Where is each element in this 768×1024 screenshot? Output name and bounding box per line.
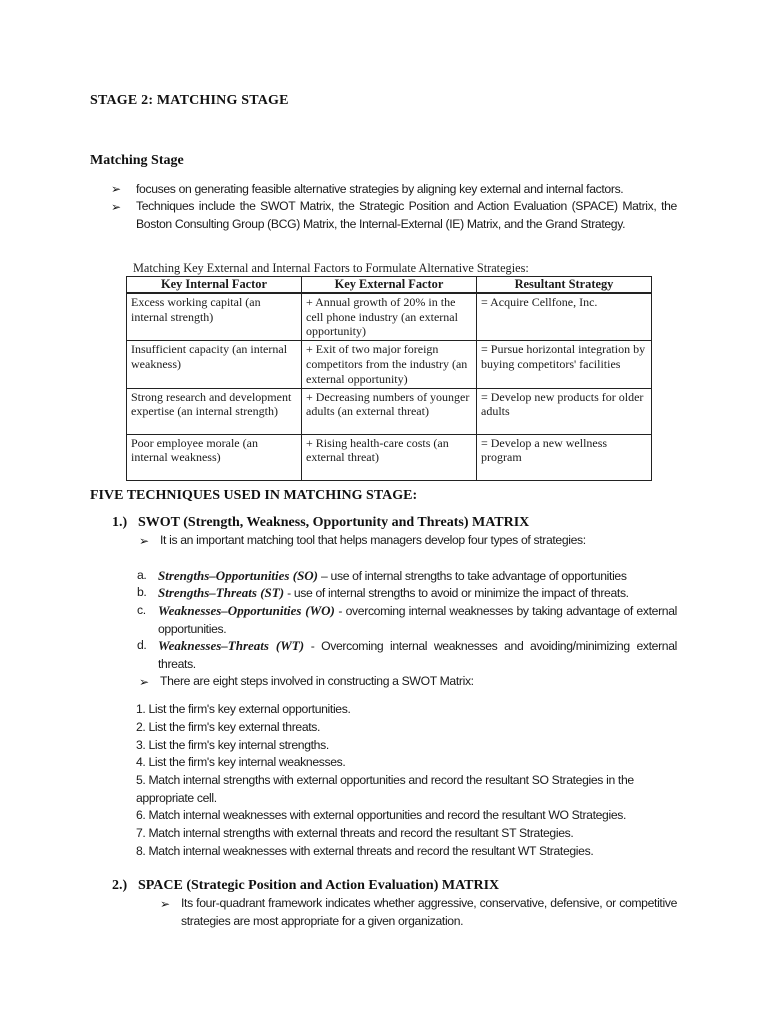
table-cell: = Acquire Cellfone, Inc. xyxy=(477,293,652,341)
strategy-item xyxy=(158,637,677,673)
swot-step: 5. Match internal strengths with external opportunities and record the resultant SO Strategies in the appropriate cell. xyxy=(136,773,634,805)
strategy-item xyxy=(158,567,627,586)
strategy-item xyxy=(158,584,629,603)
table-cell: + Rising health-care costs (an external threat) xyxy=(302,434,477,480)
strategy-desc: - Overcoming internal weaknesses and avoiding/minimizing external threats. xyxy=(158,639,677,671)
bullet-arrow-icon: ➢ xyxy=(139,534,150,548)
strategy-desc: – use of internal strengths to take advantage of opportunities xyxy=(318,569,627,583)
swot-heading: SWOT (Strength, Weakness, Opportunity and Threats) MATRIX xyxy=(138,515,530,530)
swot-step: 1. List the firm's key external opportunities. xyxy=(136,702,351,716)
swot-step: 3. List the firm's key internal strengths. xyxy=(136,738,329,752)
table-cell: Insufficient capacity (an internal weakness) xyxy=(127,341,302,388)
swot-bullet-1: It is an important matching tool that helps managers develop four types of strategies: xyxy=(160,533,586,547)
strategy-letter: d. xyxy=(137,638,147,652)
swot-step: 2. List the firm's key external threats. xyxy=(136,720,321,734)
strategy-letter: c. xyxy=(137,603,146,617)
strategy-letter: b. xyxy=(137,585,147,599)
bullet-arrow-icon: ➢ xyxy=(160,897,171,911)
table-row xyxy=(127,388,652,434)
table-cell: = Pursue horizontal integration by buying competitors' facilities xyxy=(477,341,652,388)
table-row xyxy=(127,293,652,341)
space-heading: SPACE (Strategic Position and Action Evaluation) MATRIX xyxy=(138,878,500,893)
intro-bullet-2: Techniques include the SWOT Matrix, the Strategic Position and Action Evaluation (SPACE) Matrix, the Boston Consulting Group (BCG) Matrix, the Internal-External (IE) Matrix, and the Grand Strategy. xyxy=(136,199,677,231)
table-cell: = Develop a new wellness program xyxy=(477,434,652,480)
strategy-desc: - use of internal strengths to avoid or minimize the impact of threats. xyxy=(284,586,629,600)
table-cell: = Develop new products for older adults xyxy=(477,388,652,434)
intro-bullet-1: focuses on generating feasible alternative strategies by aligning key external and internal factors. xyxy=(136,182,624,196)
stage-title: STAGE 2: MATCHING STAGE xyxy=(90,93,289,108)
table-cell: Excess working capital (an internal strength) xyxy=(127,293,302,341)
strategy-name: Strengths–Opportunities (SO) xyxy=(158,568,319,583)
table-cell: Poor employee morale (an internal weakness) xyxy=(127,434,302,480)
space-number: 2.) xyxy=(112,878,128,893)
techniques-title: FIVE TECHNIQUES USED IN MATCHING STAGE: xyxy=(90,488,418,503)
strategy-name: Weaknesses–Threats (WT) xyxy=(158,638,305,653)
bullet-arrow-icon: ➢ xyxy=(139,675,150,689)
swot-step: 7. Match internal strengths with external threats and record the resultant ST Strategies. xyxy=(136,826,574,840)
swot-bullet-2: There are eight steps involved in constructing a SWOT Matrix: xyxy=(160,674,474,688)
column-header: Key Internal Factor xyxy=(127,277,302,293)
strategy-name: Strengths–Threats (ST) xyxy=(158,585,285,600)
table-cell: + Exit of two major foreign competitors from the industry (an external opportunity) xyxy=(302,341,477,388)
table-row xyxy=(127,434,652,480)
strategy-letter: a. xyxy=(137,568,147,582)
strategy-desc: - overcoming internal weaknesses by taking advantage of external opportunities. xyxy=(158,604,677,636)
table-caption: Matching Key External and Internal Factors to Formulate Alternative Strategies: xyxy=(133,261,529,275)
swot-number: 1.) xyxy=(112,515,128,530)
swot-step: 8. Match internal weaknesses with external threats and record the resultant WT Strategies. xyxy=(136,844,594,858)
table-header-row xyxy=(127,277,652,293)
table-cell: Strong research and development expertise (an internal strength) xyxy=(127,388,302,434)
table-row xyxy=(127,341,652,388)
swot-step: 4. List the firm's key internal weaknesses. xyxy=(136,755,346,769)
strategy-name: Weaknesses–Opportunities (WO) xyxy=(158,603,335,618)
bullet-arrow-icon: ➢ xyxy=(111,182,122,196)
bullet-arrow-icon: ➢ xyxy=(111,200,122,214)
swot-step: 6. Match internal weaknesses with external opportunities and record the resultant WO Strategies. xyxy=(136,808,627,822)
strategy-item xyxy=(158,602,677,638)
section-title: Matching Stage xyxy=(90,153,184,168)
table-cell: + Decreasing numbers of younger adults (an external threat) xyxy=(302,388,477,434)
factors-table xyxy=(126,276,652,481)
column-header: Resultant Strategy xyxy=(477,277,652,293)
table-cell: + Annual growth of 20% in the cell phone industry (an external opportunity) xyxy=(302,293,477,341)
space-bullet-1: Its four-quadrant framework indicates whether aggressive, conservative, defensive, or competitive strategies are most appropriate for a given organization. xyxy=(181,896,677,928)
column-header: Key External Factor xyxy=(302,277,477,293)
